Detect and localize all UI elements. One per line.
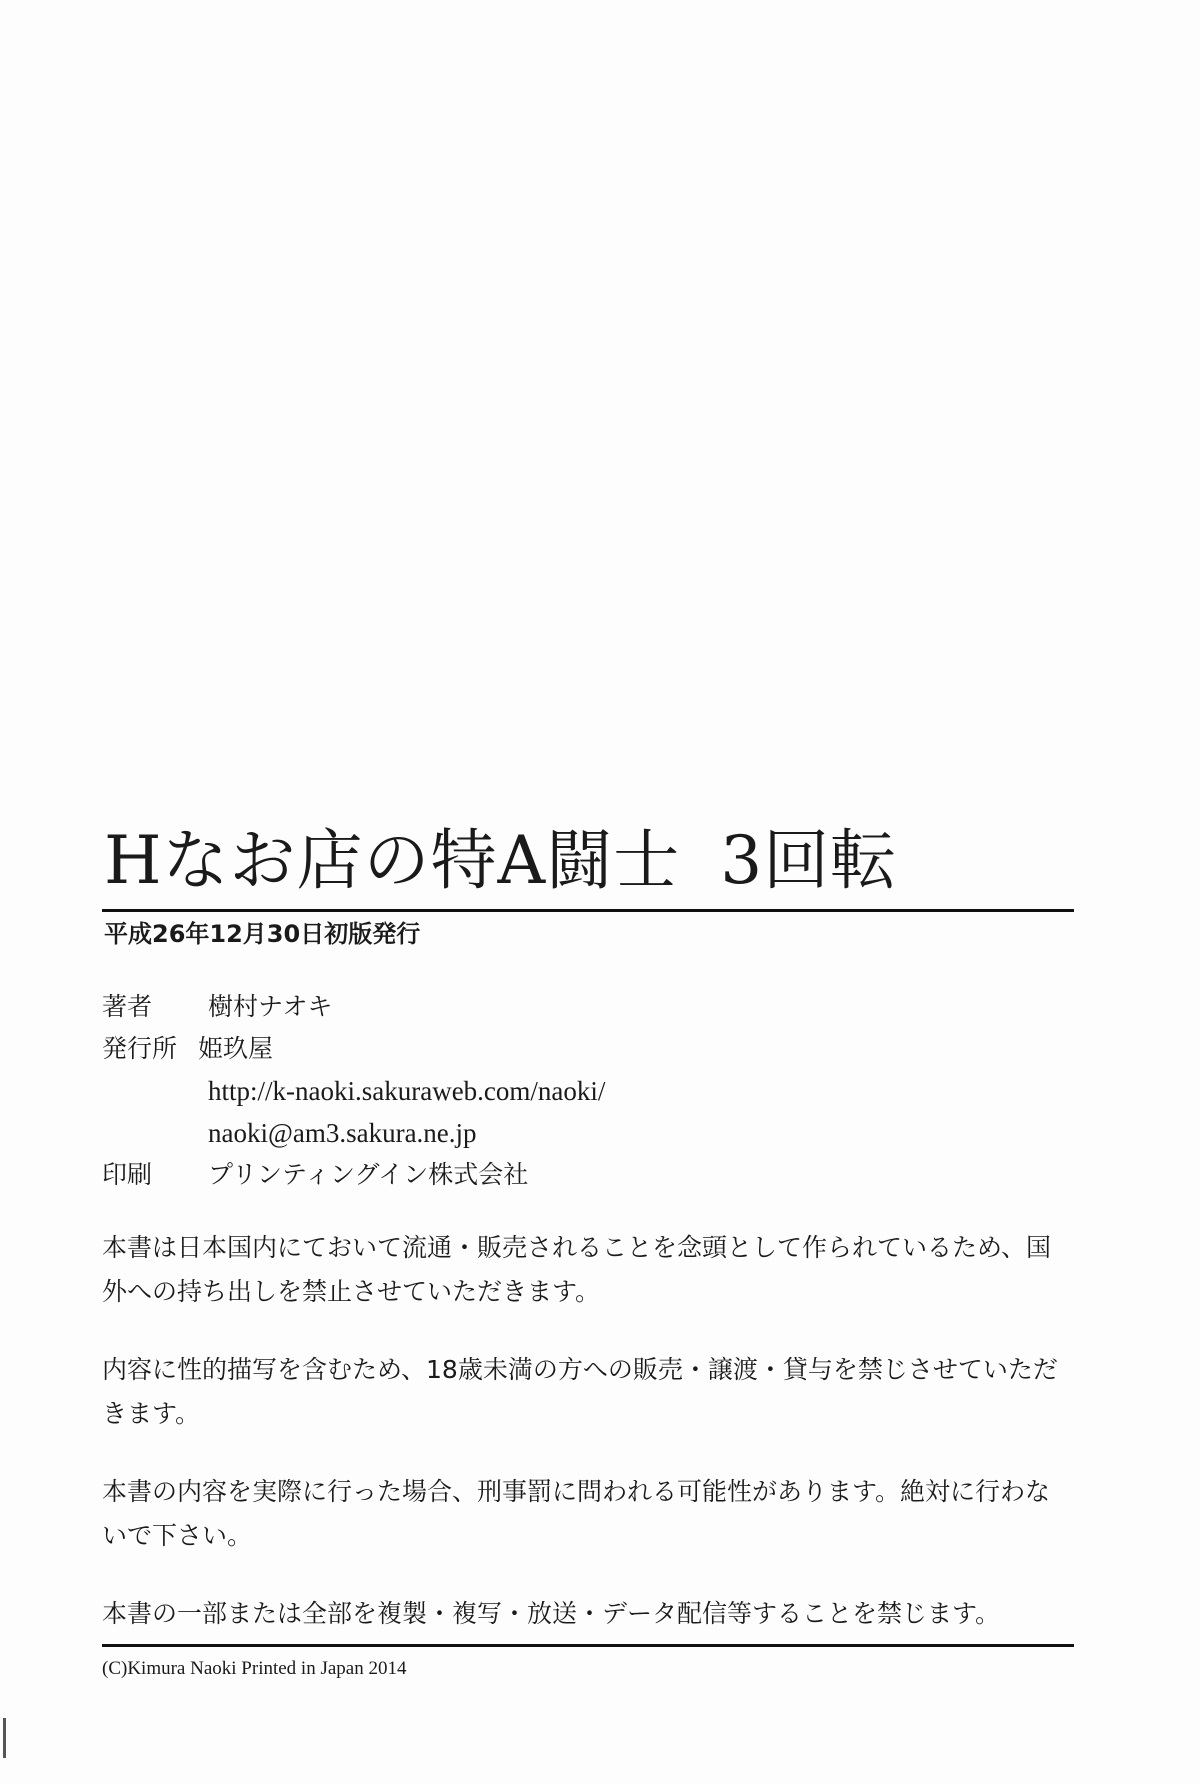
scan-edge-mark [3,1718,6,1758]
book-title-volume: 3回転 [720,822,898,899]
publisher-email: naoki@am3.sakura.ne.jp [208,1118,477,1148]
copyright-line: (C)Kimura Naoki Printed in Japan 2014 [102,1658,407,1679]
credit-url [102,1070,1074,1112]
publisher-url: http://k-naoki.sakuraweb.com/naoki/ [208,1076,606,1106]
notice-reproduction: 本書の一部または全部を複製・複写・放送・データ配信等することを禁じます。 [102,1599,1001,1628]
notice-age-restriction: 内容に性的描写を含むため、18歳未満の方への販売・譲渡・貸与を禁じさせていただきます。 [102,1355,1058,1428]
author-label: 著者 [102,992,153,1021]
credit-author [102,986,1074,1028]
printer-name: プリンティングイン株式会社 [208,1160,529,1189]
publication-date: 平成26年12月30日初版発行 [104,920,421,948]
footer-divider [102,1644,1074,1647]
book-title-main: Hなお店の特A闘士 [104,822,681,899]
notices-list [102,1226,1074,1636]
credit-printer [102,1154,1074,1196]
credits-list [102,986,1074,1196]
publisher-label: 発行所 [102,1034,178,1063]
printer-label: 印刷 [102,1160,153,1189]
colophon-block [102,815,1074,1689]
credit-email [102,1112,1074,1154]
credit-publisher [102,1028,1074,1070]
notice-criminal: 本書の内容を実際に行った場合、刑事罰に問われる可能性があります。絶対に行わないで下さい。 [102,1477,1051,1550]
author-name: 樹村ナオキ [208,992,333,1021]
title-divider [102,909,1074,912]
book-title [102,815,1074,907]
notice-export: 本書は日本国内にておいて流通・販売されることを念頭として作られているため、国外への持ち出しを禁止させていただきます。 [102,1233,1052,1306]
publisher-name: 姫玖屋 [198,1034,274,1063]
